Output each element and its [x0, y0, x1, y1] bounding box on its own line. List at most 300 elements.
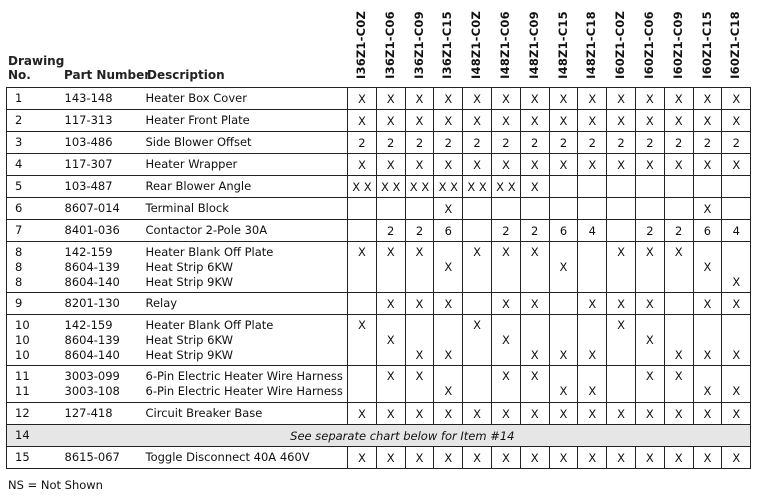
model-cell: 2 [549, 132, 578, 154]
model-cell [664, 293, 693, 315]
model-cell: 2 [578, 132, 607, 154]
model-cell: X [664, 447, 693, 469]
table-row [7, 242, 751, 293]
model-cell: X [434, 154, 463, 176]
description-cell [142, 110, 348, 132]
model-cell [693, 315, 722, 366]
model-cell-line [636, 348, 664, 363]
model-cell [549, 176, 578, 198]
model-cell-line: X [473, 317, 482, 332]
model-cell [520, 198, 549, 220]
part-number-cell [55, 242, 142, 293]
model-cell-line [406, 318, 434, 333]
model-cell [607, 315, 636, 366]
model-cell [693, 242, 722, 293]
model-cell: X [635, 447, 664, 469]
description-cell-line: Rear Blower Angle [145, 179, 252, 193]
model-cell: X [607, 154, 636, 176]
model-cell: 4 [578, 220, 607, 242]
model-cell-line [607, 333, 635, 348]
drawing-no-cell [7, 198, 55, 220]
model-cell [607, 220, 636, 242]
model-cell: X [549, 154, 578, 176]
model-cell-line: X [645, 332, 654, 347]
model-cell-line [694, 369, 722, 384]
model-cell [722, 176, 751, 198]
drawing-no-cell [7, 220, 55, 242]
model-cell: X [722, 293, 751, 315]
table-row [7, 198, 751, 220]
model-cell-line [578, 369, 606, 384]
model-cell: X [463, 154, 492, 176]
model-cell: X [520, 154, 549, 176]
model-header [549, 10, 577, 80]
model-cell: X [491, 110, 520, 132]
description-header: Description [147, 68, 225, 82]
model-cell-line [492, 318, 520, 333]
model-cell: X [376, 110, 405, 132]
model-cell-line [665, 333, 693, 348]
part-number-cell-line: 103-487 [64, 179, 113, 193]
model-cell-line [550, 275, 578, 290]
model-cell: X [693, 88, 722, 110]
model-cell: X X [463, 176, 492, 198]
model-header-label: I36Z1-C06 [382, 11, 397, 79]
model-cell-line: X [530, 347, 539, 362]
model-cell: X [693, 110, 722, 132]
model-cell: 2 [405, 220, 434, 242]
model-cell-line [492, 348, 520, 363]
model-cell: X [578, 447, 607, 469]
model-cell [376, 315, 405, 366]
drawing-no-cell [7, 132, 55, 154]
model-cell-line: X [386, 244, 395, 259]
model-cell-line: X [473, 244, 482, 259]
table-row [7, 447, 751, 469]
model-cell: 2 [664, 132, 693, 154]
model-header [606, 10, 634, 80]
model-cell: X [664, 154, 693, 176]
model-cell [348, 315, 377, 366]
table-row [7, 366, 751, 403]
model-cell: X [348, 154, 377, 176]
drawing-no-cell-line: 8 [15, 244, 23, 259]
model-cell [434, 315, 463, 366]
model-cell [434, 242, 463, 293]
model-cell: X [722, 447, 751, 469]
model-cell-line [348, 348, 376, 363]
model-cell: X [635, 293, 664, 315]
model-cell: X [376, 88, 405, 110]
model-cell [722, 315, 751, 366]
model-cell: X [405, 403, 434, 425]
model-cell: X [520, 293, 549, 315]
part-number-cell-line: 3003-108 [64, 384, 120, 398]
model-cell: X [405, 447, 434, 469]
description-cell-line: Heat Strip 6KW [145, 259, 233, 274]
drawing-no-cell-line: 3 [15, 135, 23, 149]
drawing-no-cell-line: 15 [15, 450, 30, 464]
model-header-label: I48Z1-C0Z [469, 11, 484, 79]
description-cell-line: Heat Strip 6KW [145, 332, 233, 347]
model-cell: X [405, 110, 434, 132]
model-cell-line [492, 275, 520, 290]
model-header-label: I36Z1-C09 [411, 11, 426, 79]
model-cell-line [636, 260, 664, 275]
model-cell-line [463, 260, 491, 275]
table-row [7, 403, 751, 425]
model-cell-line: X [674, 347, 683, 362]
model-cell-line: X [645, 244, 654, 259]
model-cell [348, 366, 377, 403]
model-cell: X X [434, 176, 463, 198]
model-cell-line [607, 348, 635, 363]
model-cell [405, 315, 434, 366]
description-cell [142, 132, 348, 154]
model-cell-line [694, 318, 722, 333]
model-cell: 2 [693, 132, 722, 154]
model-cell-line [694, 275, 722, 290]
model-cell-line [377, 384, 405, 399]
model-cell-line: X [415, 244, 424, 259]
model-cell-line [550, 318, 578, 333]
description-cell-line: 6-Pin Electric Heater Wire Harness [145, 369, 343, 383]
drawing-header-line2: No. [8, 68, 31, 82]
description-cell [142, 293, 348, 315]
model-cell [578, 366, 607, 403]
description-cell-line: Contactor 2-Pole 30A [145, 223, 268, 237]
model-cell: X [348, 88, 377, 110]
model-cell-line [521, 333, 549, 348]
model-cell-line: X [588, 384, 597, 398]
model-cell [607, 242, 636, 293]
model-cell-line [492, 384, 520, 399]
model-cell-line [607, 369, 635, 384]
model-cell: 2 [491, 220, 520, 242]
description-cell [142, 176, 348, 198]
model-cell: X [405, 88, 434, 110]
part-number-cell-line: 8604-140 [64, 347, 120, 362]
model-header [462, 10, 490, 80]
part-number-cell-line: 8615-067 [64, 450, 120, 464]
part-number-cell-line: 143-148 [64, 91, 113, 105]
model-cell: X [434, 403, 463, 425]
model-cell: 2 [520, 132, 549, 154]
model-cell: X [376, 447, 405, 469]
model-cell-line: X [674, 244, 683, 259]
model-header-label: I60Z1-C15 [699, 11, 714, 79]
table-row [7, 110, 751, 132]
model-cell-line [636, 384, 664, 399]
model-cell: X [693, 447, 722, 469]
model-cell-line: X [645, 369, 654, 383]
table-row [7, 293, 751, 315]
model-cell: X [348, 447, 377, 469]
model-cell: X [434, 110, 463, 132]
model-cell: 6 [434, 220, 463, 242]
model-cell-line: X [703, 259, 712, 274]
part-number-cell-line: 8604-140 [64, 274, 120, 289]
model-header [491, 10, 519, 80]
model-cell [664, 198, 693, 220]
model-cell: 6 [549, 220, 578, 242]
model-cell [722, 366, 751, 403]
model-cell-line [434, 245, 462, 260]
description-cell-line: Heater Box Cover [145, 91, 247, 105]
model-cell [491, 315, 520, 366]
part-number-cell [55, 403, 142, 425]
model-cell [722, 198, 751, 220]
table-row [7, 176, 751, 198]
model-cell-line [463, 369, 491, 384]
model-cell: 2 [635, 132, 664, 154]
model-cell: X [578, 110, 607, 132]
drawing-no-cell [7, 447, 55, 469]
model-cell-line: X [732, 347, 741, 362]
table-row [7, 88, 751, 110]
model-cell-line: X [732, 384, 741, 398]
model-cell [549, 315, 578, 366]
model-cell [607, 366, 636, 403]
model-cell-line [492, 260, 520, 275]
model-cell [607, 198, 636, 220]
model-cell-line: X [703, 384, 712, 398]
part-number-cell-line: 103-486 [64, 135, 113, 149]
description-cell-line: Heat Strip 9KW [145, 274, 233, 289]
model-cell-line: X [617, 244, 626, 259]
model-cell: X [463, 110, 492, 132]
part-number-cell [55, 154, 142, 176]
model-cell-line [348, 260, 376, 275]
model-cell: X [607, 403, 636, 425]
model-cell-line [722, 369, 750, 384]
model-cell-line [463, 275, 491, 290]
model-cell-line [377, 275, 405, 290]
drawing-no-cell [7, 110, 55, 132]
model-cell-line: X [559, 347, 568, 362]
model-cell [664, 176, 693, 198]
model-cell [722, 242, 751, 293]
part-number-cell-line: 8607-014 [64, 201, 120, 215]
part-number-cell [55, 315, 142, 366]
description-cell [142, 242, 348, 293]
model-cell [491, 242, 520, 293]
model-header-label: I48Z1-C09 [526, 11, 541, 79]
model-header-label: I60Z1-C09 [670, 11, 685, 79]
model-header-label: I60Z1-C0Z [613, 11, 628, 79]
model-cell: 2 [376, 220, 405, 242]
model-cell: X X [348, 176, 377, 198]
note-cell: See separate chart below for Item #14 [55, 425, 751, 447]
part-number-cell-line: 142-159 [64, 317, 113, 332]
model-cell-line: X [444, 259, 453, 274]
drawing-no-cell-line: 10 [15, 347, 30, 362]
model-cell-line: X [732, 274, 741, 289]
model-cell: X [664, 403, 693, 425]
model-cell: X [693, 198, 722, 220]
description-cell [142, 403, 348, 425]
model-cell [664, 366, 693, 403]
part-number-cell-line: 142-159 [64, 244, 113, 259]
model-cell [463, 242, 492, 293]
part-number-cell [55, 88, 142, 110]
model-cell [635, 242, 664, 293]
model-cell-line [377, 348, 405, 363]
model-cell-line [434, 333, 462, 348]
part-number-cell-line: 8604-139 [64, 332, 120, 347]
model-cell-line: X [674, 369, 683, 383]
model-cell [348, 198, 377, 220]
drawing-no-cell-line: 1 [15, 91, 23, 105]
model-cell-line [578, 333, 606, 348]
part-number-cell-line: 3003-099 [64, 369, 120, 383]
model-cell: X [607, 88, 636, 110]
part-number-cell [55, 366, 142, 403]
description-cell [142, 154, 348, 176]
model-cell: X [434, 198, 463, 220]
model-cell: X [491, 154, 520, 176]
description-cell-line: Side Blower Offset [145, 135, 252, 149]
model-cell: X [693, 154, 722, 176]
model-cell: X [664, 110, 693, 132]
model-cell-line: X [415, 347, 424, 362]
model-cell [549, 198, 578, 220]
model-cell: X [376, 293, 405, 315]
model-cell: X X [405, 176, 434, 198]
model-cell-line [578, 275, 606, 290]
model-cell: X [434, 293, 463, 315]
model-cell: X [693, 293, 722, 315]
model-header [405, 10, 433, 80]
model-cell [549, 366, 578, 403]
model-cell-line: X [501, 332, 510, 347]
model-cell: 2 [635, 220, 664, 242]
part-number-cell-line: 117-307 [64, 157, 113, 171]
model-cell: X [520, 176, 549, 198]
model-cell: X [463, 403, 492, 425]
model-cell-line [406, 260, 434, 275]
part-number-cell [55, 220, 142, 242]
model-cell-line: X [530, 244, 539, 259]
model-cell: X [549, 447, 578, 469]
model-cell: X [405, 293, 434, 315]
model-cell-line [550, 333, 578, 348]
part-number-cell [55, 176, 142, 198]
model-header [433, 10, 461, 80]
model-cell: X [635, 110, 664, 132]
description-cell [142, 198, 348, 220]
note-row [7, 425, 751, 447]
model-cell [578, 315, 607, 366]
model-cell-line: X [357, 317, 366, 332]
model-cell: X X [376, 176, 405, 198]
model-cell-line: X [588, 347, 597, 362]
model-header-label: I36Z1-C15 [440, 11, 455, 79]
model-cell: X [607, 447, 636, 469]
model-cell: X [549, 403, 578, 425]
model-cell: 2 [722, 132, 751, 154]
model-cell: X [434, 88, 463, 110]
model-cell-line [406, 275, 434, 290]
part-number-cell [55, 447, 142, 469]
description-cell-line: Relay [145, 296, 178, 310]
model-cell-line [434, 275, 462, 290]
model-cell [376, 198, 405, 220]
model-cell [376, 366, 405, 403]
table-row [7, 315, 751, 366]
model-cell [578, 242, 607, 293]
model-cell: X [348, 110, 377, 132]
model-cell: X [463, 447, 492, 469]
model-cell-line: X [444, 347, 453, 362]
model-cell: X [405, 154, 434, 176]
model-header [664, 10, 692, 80]
model-cell: X [578, 293, 607, 315]
model-cell [376, 242, 405, 293]
model-cell: X [376, 154, 405, 176]
part-number-cell-line: 127-418 [64, 406, 113, 420]
drawing-no-cell-line: 5 [15, 179, 23, 193]
footnote: NS = Not Shown [8, 478, 103, 492]
description-cell-line: 6-Pin Electric Heater Wire Harness [145, 384, 343, 398]
model-cell: X [578, 403, 607, 425]
drawing-no-cell [7, 154, 55, 176]
drawing-no-cell-line: 10 [15, 317, 30, 332]
model-cell: X [635, 154, 664, 176]
model-cell-line [348, 384, 376, 399]
drawing-no-cell [7, 176, 55, 198]
model-cell: X [491, 447, 520, 469]
model-cell-line [550, 369, 578, 384]
model-cell [463, 220, 492, 242]
drawing-no-cell [7, 403, 55, 425]
model-cell-line [521, 384, 549, 399]
description-cell [142, 366, 348, 403]
model-cell: X [664, 88, 693, 110]
drawing-no-cell [7, 315, 55, 366]
model-cell: X [491, 293, 520, 315]
model-cell: X [607, 293, 636, 315]
model-cell: X [520, 403, 549, 425]
model-cell: X [520, 110, 549, 132]
model-header-label: I48Z1-C06 [498, 11, 512, 79]
model-header-label: I48Z1-C18 [584, 11, 599, 79]
model-cell: X [722, 403, 751, 425]
model-cell: X [348, 403, 377, 425]
model-header-label: I60Z1-C18 [728, 11, 743, 79]
model-cell-line [722, 245, 750, 260]
model-cell [348, 242, 377, 293]
model-cell-line [722, 260, 750, 275]
model-cell: X [722, 154, 751, 176]
model-cell-line [434, 318, 462, 333]
drawing-header-line1: Drawing [8, 54, 65, 68]
description-cell-line: Heater Wrapper [145, 157, 238, 171]
description-cell-line: Heater Blank Off Plate [145, 244, 274, 259]
model-cell: 2 [491, 132, 520, 154]
model-cell-line [722, 318, 750, 333]
description-cell-line: Terminal Block [145, 201, 229, 215]
drawing-no-cell [7, 366, 55, 403]
drawing-no-cell-line: 7 [15, 223, 23, 237]
model-header-label: I48Z1-C15 [555, 11, 570, 79]
model-cell [693, 366, 722, 403]
description-cell-line: Toggle Disconnect 40A 460V [145, 450, 310, 464]
model-header-label: I60Z1-C06 [642, 11, 656, 79]
model-cell-line: X [530, 369, 539, 383]
model-cell: X [549, 88, 578, 110]
model-cell [549, 293, 578, 315]
